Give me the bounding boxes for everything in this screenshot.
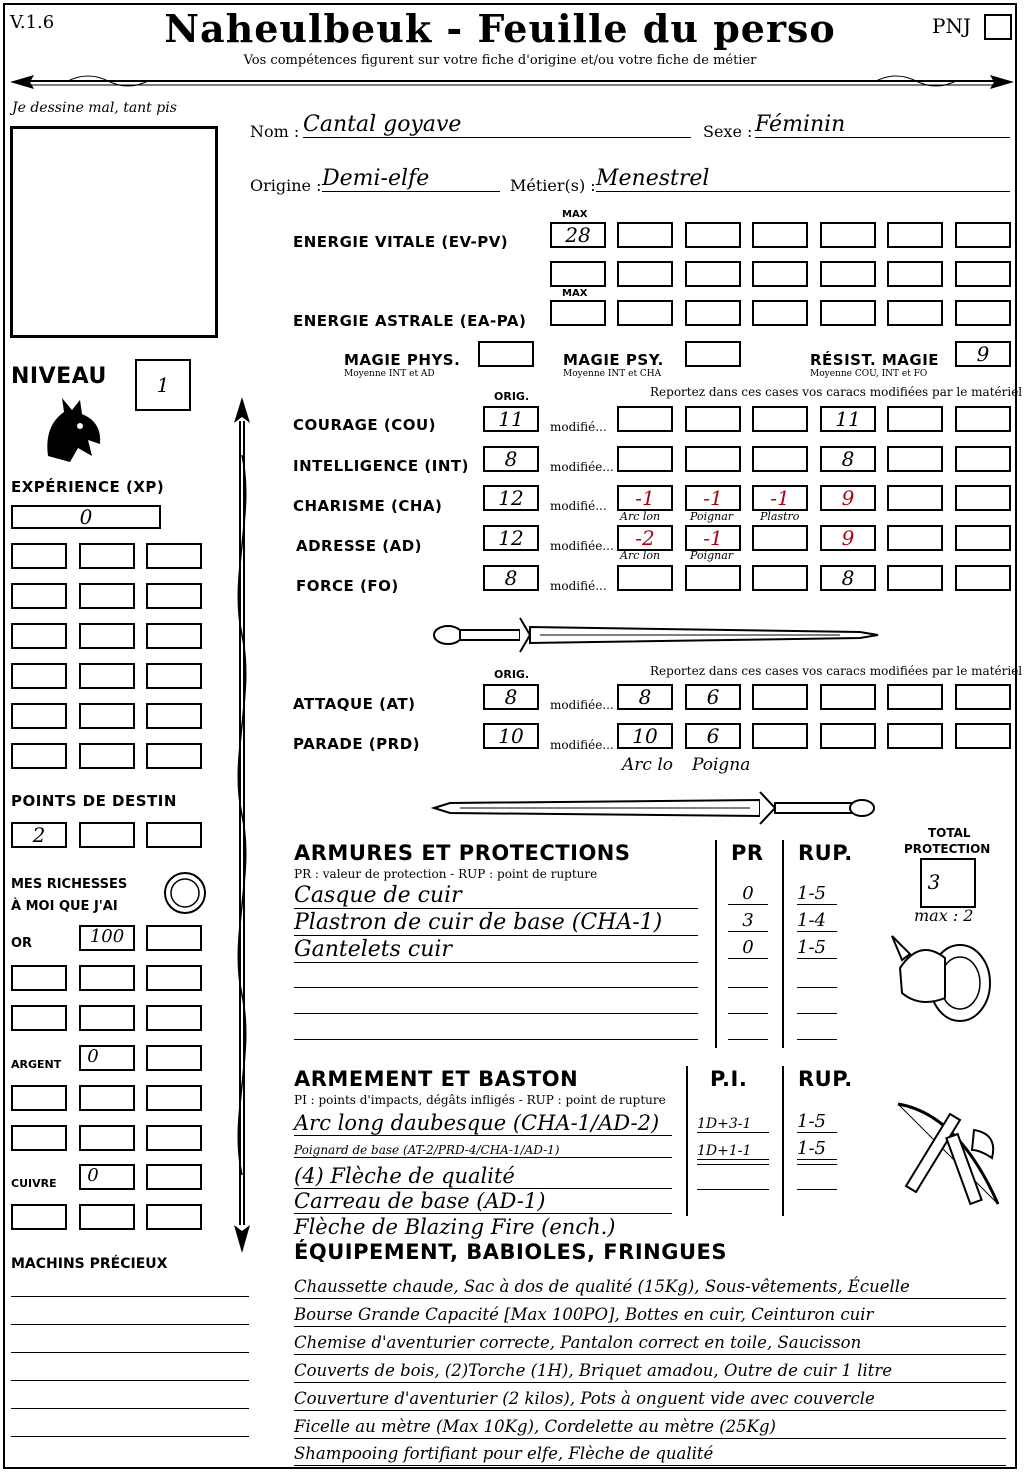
int-final-value: 8 [841, 447, 855, 471]
equipement-line[interactable]: Couverture d'aventurier (2 kilos), Pots à onguent vide avec couvercle [294, 1386, 1006, 1411]
fo-orig-value: 8 [504, 566, 518, 590]
or-label: OR [11, 936, 33, 951]
arme-name[interactable]: Flèche de Blazing Fire (ench.) [294, 1215, 616, 1239]
sexe-field[interactable]: Féminin [755, 112, 1010, 138]
ev-box[interactable] [617, 222, 673, 248]
sword-icon [430, 610, 880, 660]
ea-max-label: MAX [562, 288, 588, 299]
arme-name[interactable]: Carreau de base (AD-1) [294, 1189, 672, 1214]
ev-label: ENERGIE VITALE (EV-PV) [293, 233, 509, 251]
sheet-title: Naheulbeuk - Feuille du perso [164, 6, 836, 51]
cou-mod-box[interactable] [617, 406, 673, 432]
arme-rup[interactable] [797, 1164, 837, 1165]
ad-source-2: Poignar [690, 549, 734, 562]
int-label: INTELLIGENCE (INT) [293, 457, 469, 475]
total-protection-max: max : 2 [914, 906, 974, 925]
sheet-subtitle: Vos compétences figurent sur votre fiche d'origine et/ou votre fiche de métier [243, 53, 757, 68]
ea-box[interactable] [887, 300, 943, 326]
combat-orig-label: ORIG. [494, 668, 530, 681]
armure-empty-line[interactable] [294, 1013, 698, 1014]
xp-tick-box[interactable] [79, 543, 135, 569]
ad-orig-box[interactable] [483, 525, 539, 551]
xp-tick-box[interactable] [11, 583, 67, 609]
ad-mod-box[interactable] [752, 525, 808, 551]
total-protection-label-2: PROTECTION [904, 842, 991, 856]
ev-box[interactable] [685, 222, 741, 248]
armure-empty-line[interactable] [797, 1013, 837, 1014]
arme-rup[interactable] [797, 1189, 837, 1190]
armures-rup-header: RUP. [798, 841, 853, 865]
destin-box[interactable] [11, 822, 67, 848]
xp-tick-box[interactable] [11, 543, 67, 569]
arme-rup[interactable]: 1-5 [797, 1138, 837, 1160]
combat-source-1: Arc lo [622, 755, 673, 775]
int-orig-value: 8 [504, 447, 518, 471]
xp-tick-box[interactable] [79, 743, 135, 769]
destin-value: 2 [32, 823, 46, 847]
armures-col-divider [782, 840, 784, 1048]
portrait-caption: Je dessine mal, tant pis [12, 100, 177, 116]
cha-mod-value: -1 [770, 486, 790, 510]
cou-mod-box[interactable] [887, 406, 943, 432]
total-protection-label-1: TOTAL [928, 826, 971, 840]
ad-final-box[interactable] [820, 525, 876, 551]
prd-mod-box[interactable] [752, 723, 808, 749]
at-mod-box[interactable] [685, 684, 741, 710]
ev-box[interactable] [955, 222, 1011, 248]
destin-box[interactable] [146, 822, 202, 848]
prd-modifie-label: modifiée... [550, 738, 614, 752]
armure-pr[interactable]: 3 [728, 910, 768, 932]
orig-label: ORIG. [494, 390, 530, 403]
int-mod-box[interactable] [887, 446, 943, 472]
fo-final-box[interactable] [820, 565, 876, 591]
total-protection-value: 3 [927, 870, 941, 894]
armure-name[interactable]: Gantelets cuir [294, 937, 698, 963]
cha-label: CHARISME (CHA) [293, 497, 443, 515]
machins-line[interactable] [11, 1408, 249, 1409]
equipement-line[interactable]: Chaussette chaude, Sac à dos de qualité (15Kg), Sous-vêtements, Écuelle [294, 1274, 1006, 1299]
arme-name[interactable]: Arc long daubesque (CHA-1/AD-2) [294, 1111, 672, 1136]
or-value: 100 [89, 926, 125, 947]
argent-box[interactable] [11, 1085, 67, 1111]
xp-tick-box[interactable] [146, 623, 202, 649]
argent-box[interactable] [79, 1045, 135, 1071]
xp-tick-box[interactable] [146, 663, 202, 689]
cou-mod-box[interactable] [955, 406, 1011, 432]
at-orig-box[interactable] [483, 684, 539, 710]
magie-phys-note: Moyenne INT et AD [344, 369, 435, 379]
niveau-box[interactable] [135, 359, 191, 411]
richesses-label-2: À MOI QUE J'AI [11, 899, 118, 914]
arme-rup[interactable]: 1-5 [797, 1111, 837, 1133]
ev-box[interactable] [685, 261, 741, 287]
helmet-shield-icon [890, 928, 1000, 1028]
spear-divider-icon [8, 66, 1016, 96]
ev-max-box[interactable] [550, 222, 606, 248]
ev-box[interactable] [550, 261, 606, 287]
cha-mod-box[interactable] [617, 485, 673, 511]
cha-mod-box[interactable] [887, 485, 943, 511]
ad-mod-box[interactable] [955, 525, 1011, 551]
report-note: Reportez dans ces cases vos caracs modifiées par le matériel [650, 385, 1023, 399]
equipement-line[interactable]: Couverts de bois, (2)Torche (1H), Briquet amadou, Outre de cuir 1 litre [294, 1358, 1006, 1383]
argent-box[interactable] [146, 1125, 202, 1151]
cha-source-1: Arc lon [620, 510, 661, 523]
ad-mod-box[interactable] [887, 525, 943, 551]
at-mod-box[interactable] [820, 684, 876, 710]
xp-tick-box[interactable] [11, 743, 67, 769]
resist-magie-note: Moyenne COU, INT et FO [810, 369, 928, 379]
armure-rup[interactable]: 1-5 [797, 883, 837, 905]
ea-box[interactable] [685, 300, 741, 326]
armure-rup[interactable]: 1-5 [797, 937, 837, 959]
ad-mod-value: -2 [635, 526, 655, 550]
fo-mod-box[interactable] [617, 565, 673, 591]
fo-orig-box[interactable] [483, 565, 539, 591]
origine-field[interactable]: Demi-elfe [322, 166, 500, 192]
total-protection-box[interactable] [920, 858, 976, 908]
prd-mod-box[interactable] [617, 723, 673, 749]
xp-tick-box[interactable] [146, 543, 202, 569]
machins-line[interactable] [11, 1380, 249, 1381]
magie-psy-note: Moyenne INT et CHA [563, 369, 662, 379]
prd-orig-value: 10 [498, 724, 524, 748]
equipement-line[interactable]: Shampooing fortifiant pour elfe, Flèche de qualité [294, 1441, 1006, 1466]
cha-final-value: 9 [841, 486, 855, 510]
or-box[interactable] [79, 1005, 135, 1031]
int-orig-box[interactable] [483, 446, 539, 472]
cha-mod-box[interactable] [685, 485, 741, 511]
arme-name[interactable]: (4) Flèche de qualité [294, 1164, 672, 1189]
armure-name[interactable]: Casque de cuir [294, 883, 698, 909]
armure-empty-line[interactable] [728, 1039, 768, 1040]
equipement-title: ÉQUIPEMENT, BABIOLES, FRINGUES [294, 1240, 727, 1264]
equipement-line[interactable]: Bourse Grande Capacité [Max 100PO], Bottes en cuir, Ceinturon cuir [294, 1302, 1006, 1327]
prd-mod-box[interactable] [685, 723, 741, 749]
or-box[interactable] [146, 925, 202, 951]
fo-mod-box[interactable] [685, 565, 741, 591]
fo-final-value: 8 [841, 566, 855, 590]
resist-magie-label: RÉSIST. MAGIE [810, 351, 940, 369]
armement-title: ARMEMENT ET BASTON [294, 1067, 579, 1091]
metier-label: Métier(s) : [510, 176, 596, 195]
ad-orig-value: 12 [498, 526, 524, 550]
at-orig-value: 8 [504, 685, 518, 709]
armure-name[interactable]: Plastron de cuir de base (CHA-1) [294, 910, 698, 936]
ad-mod-box[interactable] [617, 525, 673, 551]
ev-box[interactable] [887, 261, 943, 287]
ev-box[interactable] [820, 222, 876, 248]
cuivre-box[interactable] [11, 1204, 67, 1230]
cha-mod-value: -1 [703, 486, 723, 510]
prd-orig-box[interactable] [483, 723, 539, 749]
sword-icon [430, 788, 880, 828]
armure-empty-line[interactable] [294, 987, 698, 988]
magie-phys-label: MAGIE PHYS. [344, 351, 461, 369]
magie-psy-label: MAGIE PSY. [563, 351, 664, 369]
ea-box[interactable] [617, 300, 673, 326]
machins-line[interactable] [11, 1324, 249, 1325]
ad-label: ADRESSE (AD) [296, 537, 423, 555]
prd-mod-box[interactable] [820, 723, 876, 749]
armement-pi-header: P.I. [710, 1067, 748, 1091]
at-mod-value: 8 [638, 685, 652, 709]
xp-label: EXPÉRIENCE (XP) [11, 478, 165, 496]
armure-pr[interactable]: 0 [728, 937, 768, 959]
weapons-icon [888, 1094, 1008, 1212]
cuivre-box[interactable] [79, 1164, 135, 1190]
cou-orig-box[interactable] [483, 406, 539, 432]
or-box[interactable] [11, 1005, 67, 1031]
niveau-label: NIVEAU [11, 364, 107, 389]
equipement-line[interactable]: Ficelle au mètre (Max 10Kg), Cordelette au mètre (25Kg) [294, 1414, 1006, 1439]
ad-final-value: 9 [841, 526, 855, 550]
ev-box[interactable] [955, 261, 1011, 287]
or-box[interactable] [79, 925, 135, 951]
ea-label: ENERGIE ASTRALE (EA-PA) [293, 312, 527, 330]
xp-tick-box[interactable] [146, 743, 202, 769]
xp-box[interactable] [11, 505, 161, 529]
cha-mod-box[interactable] [955, 485, 1011, 511]
magie-psy-box[interactable] [685, 341, 741, 367]
resist-magie-box[interactable] [955, 341, 1011, 367]
cou-orig-value: 11 [498, 407, 524, 431]
prd-mod-box[interactable] [955, 723, 1011, 749]
armure-empty-line[interactable] [797, 1039, 837, 1040]
arme-pi[interactable]: 1D+1-1 [697, 1143, 769, 1160]
machins-line[interactable] [11, 1352, 249, 1353]
ea-box[interactable] [820, 300, 876, 326]
xp-tick-box[interactable] [146, 583, 202, 609]
origine-label: Origine : [250, 176, 322, 195]
argent-box[interactable] [79, 1085, 135, 1111]
cuivre-box[interactable] [79, 1204, 135, 1230]
ad-modifie-label: modifiée... [550, 539, 614, 553]
ea-box[interactable] [752, 300, 808, 326]
ev-box[interactable] [752, 261, 808, 287]
xp-tick-box[interactable] [79, 703, 135, 729]
at-modifie-label: modifiée... [550, 698, 614, 712]
armure-empty-line[interactable] [728, 987, 768, 988]
cuivre-label: CUIVRE [11, 1177, 57, 1190]
xp-tick-box[interactable] [11, 623, 67, 649]
cha-orig-value: 12 [498, 486, 524, 510]
armures-title: ARMURES ET PROTECTIONS [294, 841, 631, 865]
nom-field[interactable]: Cantal goyave [303, 112, 691, 138]
armures-note: PR : valeur de protection - RUP : point de rupture [294, 867, 598, 881]
cha-mod-value: -1 [635, 486, 655, 510]
at-mod-box[interactable] [617, 684, 673, 710]
ad-source-1: Arc lon [620, 549, 661, 562]
argent-value: 0 [87, 1046, 99, 1067]
prd-label: PARADE (PRD) [293, 735, 421, 753]
int-mod-box[interactable] [752, 446, 808, 472]
fo-mod-box[interactable] [752, 565, 808, 591]
argent-box[interactable] [11, 1125, 67, 1151]
magie-phys-box[interactable] [478, 341, 534, 367]
at-mod-box[interactable] [752, 684, 808, 710]
ev-box[interactable] [752, 222, 808, 248]
at-mod-box[interactable] [955, 684, 1011, 710]
arme-pi[interactable]: 1D+3-1 [697, 1116, 769, 1133]
cuivre-value: 0 [87, 1165, 99, 1186]
destin-label: POINTS DE DESTIN [11, 792, 177, 810]
cha-source-2: Poignar [690, 510, 734, 523]
equipement-line[interactable]: Chemise d'aventurier correcte, Pantalon correct en toile, Saucisson [294, 1330, 1006, 1355]
cha-source-3: Plastro [760, 510, 800, 523]
int-mod-box[interactable] [617, 446, 673, 472]
cuivre-box[interactable] [146, 1204, 202, 1230]
fo-mod-box[interactable] [887, 565, 943, 591]
at-mod-box[interactable] [887, 684, 943, 710]
machins-line[interactable] [11, 1436, 249, 1437]
armement-rup-header: RUP. [798, 1067, 853, 1091]
ev-box[interactable] [617, 261, 673, 287]
int-modifie-label: modifiée... [550, 460, 614, 474]
ev-max-value: 28 [565, 223, 591, 247]
at-mod-value: 6 [706, 685, 720, 709]
xp-tick-box[interactable] [79, 663, 135, 689]
sexe-label: Sexe : [703, 122, 753, 141]
arme-name[interactable]: Poignard de base (AT-2/PRD-4/CHA-1/AD-1) [294, 1143, 672, 1158]
pnj-checkbox[interactable] [984, 14, 1012, 40]
int-mod-box[interactable] [955, 446, 1011, 472]
xp-tick-box[interactable] [11, 703, 67, 729]
version-label: V.1.6 [10, 12, 55, 33]
argent-label: ARGENT [11, 1058, 62, 1071]
at-label: ATTAQUE (AT) [293, 695, 416, 713]
ea-box[interactable] [955, 300, 1011, 326]
ad-mod-box[interactable] [685, 525, 741, 551]
cou-mod-box[interactable] [685, 406, 741, 432]
metier-field[interactable]: Menestrel [596, 166, 1010, 192]
armement-col-divider [782, 1066, 784, 1216]
resist-magie-value: 9 [976, 342, 990, 366]
xp-tick-box[interactable] [79, 583, 135, 609]
xp-tick-box[interactable] [146, 703, 202, 729]
armure-rup[interactable]: 1-4 [797, 910, 837, 932]
or-box[interactable] [11, 965, 67, 991]
xp-value: 0 [79, 505, 93, 529]
cou-label: COURAGE (COU) [293, 416, 437, 434]
armement-note: PI : points d'impacts, dégâts infligés - RUP : point de rupture [294, 1093, 666, 1107]
arme-pi[interactable] [697, 1164, 769, 1165]
or-box[interactable] [146, 1005, 202, 1031]
combat-source-2: Poigna [692, 755, 751, 775]
armures-pr-header: PR [731, 841, 764, 865]
xp-tick-box[interactable] [79, 623, 135, 649]
richesses-label-1: MES RICHESSES [11, 877, 128, 892]
armement-col-divider [686, 1066, 688, 1216]
argent-box[interactable] [79, 1125, 135, 1151]
dragon-icon [40, 396, 106, 466]
niveau-value: 1 [156, 373, 170, 397]
ev-box[interactable] [887, 222, 943, 248]
cha-modifie-label: modifié... [550, 499, 607, 513]
cha-final-box[interactable] [820, 485, 876, 511]
fo-modifie-label: modifié... [550, 579, 607, 593]
pnj-label: PNJ [932, 14, 971, 38]
or-box[interactable] [146, 965, 202, 991]
coin-icon [162, 870, 208, 916]
armure-empty-line[interactable] [728, 1013, 768, 1014]
cou-modifie-label: modifié... [550, 420, 607, 434]
combat-report-note: Reportez dans ces cases vos caracs modifiées par le matériel [650, 664, 1023, 678]
ad-mod-value: -1 [703, 526, 723, 550]
argent-box[interactable] [146, 1045, 202, 1071]
ea-max-box[interactable] [550, 300, 606, 326]
machins-label: MACHINS PRÉCIEUX [11, 1256, 168, 1272]
argent-box[interactable] [146, 1085, 202, 1111]
xp-tick-box[interactable] [11, 663, 67, 689]
fo-label: FORCE (FO) [296, 577, 399, 595]
machins-line[interactable] [11, 1296, 249, 1297]
cha-mod-box[interactable] [752, 485, 808, 511]
cou-final-box[interactable] [820, 406, 876, 432]
cha-orig-box[interactable] [483, 485, 539, 511]
prd-mod-value: 10 [632, 724, 658, 748]
ev-max-label: MAX [562, 209, 588, 220]
armure-pr[interactable]: 0 [728, 883, 768, 905]
ev-box[interactable] [820, 261, 876, 287]
int-mod-box[interactable] [685, 446, 741, 472]
armure-empty-line[interactable] [797, 987, 837, 988]
fo-mod-box[interactable] [955, 565, 1011, 591]
nom-label: Nom : [250, 122, 300, 141]
int-final-box[interactable] [820, 446, 876, 472]
arme-pi[interactable] [697, 1189, 769, 1190]
spear-icon [225, 395, 259, 1255]
portrait-box[interactable] [10, 126, 218, 338]
armure-empty-line[interactable] [294, 1039, 698, 1040]
armures-col-divider [715, 840, 717, 1048]
cou-mod-box[interactable] [752, 406, 808, 432]
cuivre-box[interactable] [146, 1164, 202, 1190]
prd-mod-box[interactable] [887, 723, 943, 749]
destin-box[interactable] [79, 822, 135, 848]
prd-mod-value: 6 [706, 724, 720, 748]
cou-final-value: 11 [835, 407, 861, 431]
or-box[interactable] [79, 965, 135, 991]
